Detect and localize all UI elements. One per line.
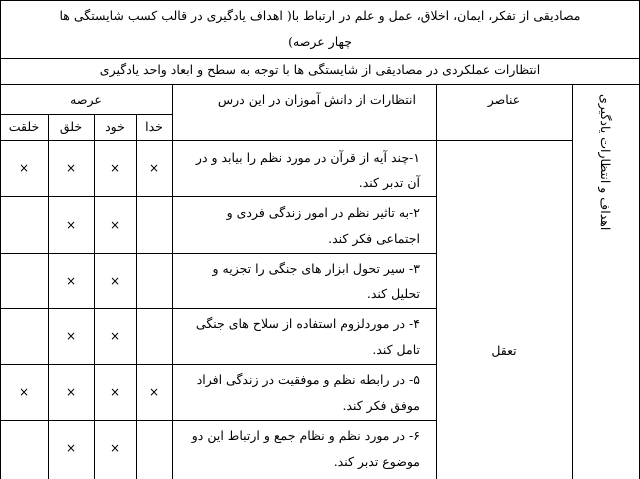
header-arena: عرصه	[70, 92, 102, 107]
cross-mark-row-1-khalgh: ×	[65, 161, 77, 175]
row-divider	[0, 196, 436, 197]
cross-mark-row-6-khalgh: ×	[65, 441, 77, 455]
cross-mark-row-6-khod: ×	[109, 441, 121, 455]
element-name: تعقل	[491, 343, 517, 358]
column-line	[94, 114, 95, 479]
row-1-line-1: ۱-چند آیه از قرآن در مورد نظم را بیابد و در	[195, 150, 420, 165]
title-line-2: چهار عرصه)	[288, 34, 352, 49]
cross-mark-row-3-khalgh: ×	[65, 274, 77, 288]
row-2-line-2: اجتماعی فکر کند.	[328, 231, 420, 246]
cross-mark-row-2-khod: ×	[109, 218, 121, 232]
row-4-line-1: ۴- در موردلزوم استفاده از سلاح های جنگی	[195, 316, 420, 331]
divider	[0, 140, 572, 141]
row-6-line-1: ۶- در مورد نظم و نظام جمع و ارتباط این دو	[191, 428, 420, 443]
title-line-1: مصادیقی از تفکر، ایمان، اخلاق، عمل و علم در ارتباط با( اهداف یادگیری در قالب کسب شایستگی ها	[59, 8, 581, 23]
header-goals: اهداف و انتظارات یادگیری	[598, 94, 613, 231]
column-line	[136, 114, 137, 479]
column-line	[436, 84, 437, 479]
cross-mark-row-2-khalgh: ×	[65, 218, 77, 232]
row-3-line-1: ۳- سیر تحول ابزار های جنگی را تجزیه و	[212, 261, 420, 276]
header-khod: خود	[105, 119, 125, 134]
header-khalgh: خلق	[59, 119, 83, 134]
cross-mark-row-4-khod: ×	[109, 329, 121, 343]
row-divider	[0, 253, 436, 254]
divider	[0, 58, 640, 59]
cross-mark-row-4-khalgh: ×	[65, 329, 77, 343]
row-5-line-2: موفق فکر کند.	[342, 398, 420, 413]
divider	[0, 114, 172, 115]
row-6-line-2: موضوع تدبر کند.	[333, 454, 420, 469]
cross-mark-row-1-khod: ×	[109, 161, 121, 175]
row-3-line-2: تحلیل کند.	[366, 286, 420, 301]
subtitle: انتظارات عملکردی در مصادیقی از شایستگی ها با توجه به سطح و ابعاد واحد یادگیری	[99, 62, 541, 77]
header-expectations: انتظارات از دانش آموزان در این درس	[217, 92, 416, 107]
header-khoda: خدا	[145, 119, 163, 134]
row-2-line-1: ۲-به تاثیر نظم در امور زندگی فردی و	[226, 205, 420, 220]
row-divider	[0, 364, 436, 365]
cross-mark-row-5-khalgh: ×	[65, 385, 77, 399]
cross-mark-row-5-khod: ×	[109, 385, 121, 399]
cross-mark-row-3-khod: ×	[109, 274, 121, 288]
row-divider	[0, 308, 436, 309]
row-5-line-1: ۵- در رابطه نظم و موفقیت در زندگی افراد	[196, 372, 420, 387]
cross-mark-row-5-khoda: ×	[148, 385, 160, 399]
row-1-line-2: آن تدبر کند.	[358, 175, 420, 190]
row-divider	[0, 420, 436, 421]
divider	[0, 84, 640, 85]
header-elements: عناصر	[487, 92, 521, 107]
row-4-line-2: تامل کند.	[372, 342, 420, 357]
cross-mark-row-1-khelghat: ×	[18, 161, 30, 175]
column-line	[572, 84, 573, 479]
header-khelghat: خلقت	[8, 119, 40, 134]
column-line	[48, 114, 49, 479]
cross-mark-row-5-khelghat: ×	[18, 385, 30, 399]
cross-mark-row-1-khoda: ×	[148, 161, 160, 175]
